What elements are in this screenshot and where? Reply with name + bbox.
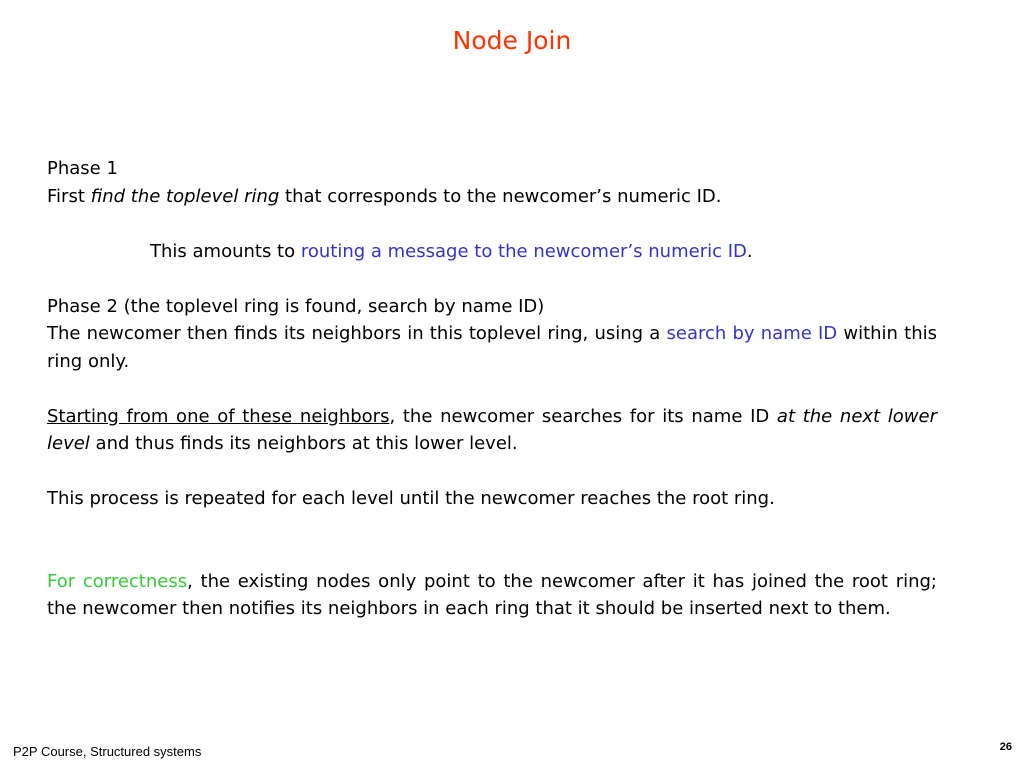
phase2-text-a: The newcomer then finds its neighbors in this toplevel ring, using a — [47, 323, 667, 344]
start-text-b: and thus finds its neighbors at this lower level. — [89, 433, 518, 454]
start-text-a: , the newcomer searches for its name ID — [389, 405, 777, 427]
routing-highlight: routing a message to the newcomer’s numeric ID — [300, 240, 747, 262]
phase1-emphasis: find the toplevel ring — [90, 185, 280, 207]
slide-body — [47, 155, 937, 623]
phase1-text-a: First — [47, 185, 91, 207]
phase1-heading: Phase 1 — [47, 158, 118, 179]
routing-text-b: . — [746, 240, 753, 262]
start-emphasis: at the next lower level — [47, 405, 937, 454]
lower-level-paragraph — [47, 403, 937, 458]
page-number: 26 — [999, 741, 1012, 753]
correctness-paragraph — [47, 568, 937, 623]
phase2-text-b: within this ring only. — [47, 323, 937, 372]
correctness-text: , the existing nodes only point to the newcomer after it has joined the root ring; the newcomer then notifies its neighbors in each ring that it should be inserted next to them. — [47, 570, 937, 619]
repeat-paragraph: This process is repeated for each level until the newcomer reaches the root ring. — [47, 488, 775, 509]
phase1-text-b: that corresponds to the newcomer’s numeric ID. — [279, 185, 722, 207]
slide-title: Node Join — [452, 26, 572, 55]
phase2-heading: Phase 2 (the toplevel ring is found, search by name ID) — [47, 295, 545, 317]
phase1-line — [47, 183, 937, 211]
footer-course: P2P Course, Structured systems — [13, 744, 202, 759]
correctness-label: For correctness — [47, 570, 188, 592]
phase2-highlight: search by name ID — [666, 323, 838, 344]
routing-text-a: This amounts to — [150, 240, 301, 262]
start-underline: Starting from one of these neighbors — [47, 405, 390, 427]
phase2-paragraph — [47, 320, 937, 375]
routing-line — [47, 238, 937, 266]
